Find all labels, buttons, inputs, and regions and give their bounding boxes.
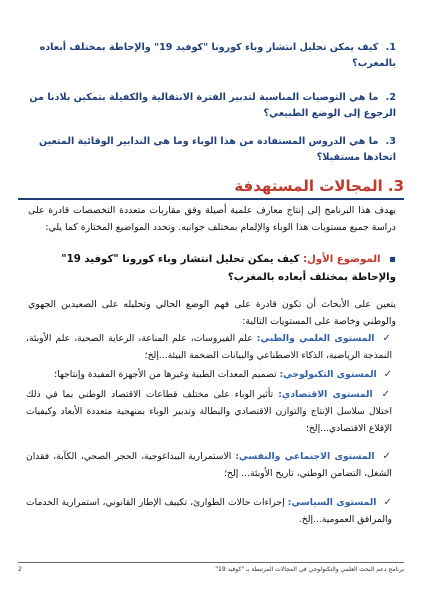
research-question-2 <box>26 90 396 122</box>
topic-label: الموضوع الأول: <box>302 254 381 265</box>
research-question-1 <box>26 40 396 72</box>
section-number: 3. <box>387 177 404 195</box>
level-text: تصميم المعدات الطبية وغيرها من الأجهزة المفيدة وإنتاجها؛ <box>54 369 277 380</box>
level-name: المستوى الاجتماعي والنفسي: <box>235 451 375 462</box>
checkmark-icon: ✓ <box>382 333 393 344</box>
level-name: المستوى التكنولوجي: <box>279 369 377 380</box>
level-text: تأثير الوباء على مختلف قطاعات الاقتصاد الوطني بما في ذلك اختلال سلاسل الإنتاج والتوازن الاقتصادي والبطالة وتدبير الوباء بمنهجية متعددة الأبعاد وكيفيات الإقلاع الاقتصادي...إلخ؛ <box>26 389 392 434</box>
level-name: المستوى الاقتصادي: <box>278 389 373 400</box>
page-footer <box>18 562 404 575</box>
level-text: إجراءات حالات الطوارئ، تكييف الإطار القانوني، استمرارية الخدمات والمرافق العمومية...إلخ. <box>26 497 392 525</box>
level-item-technological <box>26 366 392 383</box>
section-title: المجالات المستهدفة <box>234 177 383 195</box>
level-item-scientific <box>26 330 392 364</box>
level-item-political <box>26 494 392 528</box>
checkmark-icon: ✓ <box>381 389 393 400</box>
section-heading <box>18 176 404 200</box>
question-text: كيف يمكن تحليل انتشار وباء كورونا "كوفيد 19" والإحاطة بمختلف أبعاده بالمغرب؟ <box>39 42 396 69</box>
topic-intro: يتعين على الأبحاث أن تكون قادرة على فهم الوضع الحالي وتحليله على الصعيدين الجهوي والوطني وخاصة على المستويات التالية: <box>28 299 396 327</box>
research-question-3 <box>26 134 396 166</box>
question-number: 3. <box>385 136 396 147</box>
level-text: الاستمرارية البيداغوجية، الحجر الصحي، الكآبة، فقدان الشغل، التضامن الوطني، تاريخ الأوبئة... إلخ؛ <box>26 451 392 479</box>
checkmark-icon: ✓ <box>383 369 392 380</box>
level-item-economic <box>26 386 392 437</box>
topic-heading <box>24 251 396 287</box>
question-number: 1. <box>385 42 396 53</box>
question-number: 2. <box>385 92 396 103</box>
question-text: ما هي التوصيات المناسبة لتدبير الفترة الانتقالية والكفيلة بتمكين بلادنا من الرجوع إلى الوضع الطبيعي؟ <box>29 92 396 119</box>
page-number: 2 <box>18 566 22 573</box>
checkmark-icon: ✓ <box>382 451 392 462</box>
bullet-icon: ▪ <box>389 254 396 265</box>
level-name: المستوى السياسي: <box>287 497 377 508</box>
footer-text: برنامج دعم البحث العلمي والتكنولوجي في المجالات المرتبطة بـ "كوفيد 19" <box>215 566 404 573</box>
checkmark-icon: ✓ <box>383 497 393 508</box>
level-text: علم الفيروسات، علم المناعة، الرعاية الصحية، علم الأوبئة، النمذجة الرياضية، الذكاء الاصطناعي والبيانات الضخمة البيئة...إلخ؛ <box>26 333 392 361</box>
level-name: المستوى العلمي والطبي: <box>256 333 375 344</box>
topic-text: كيف يمكن تحليل انتشار وباء كورونا "كوفيد 19" والإحاطة بمختلف أبعاده بالمغرب؟ <box>61 254 396 283</box>
question-text: ما هي الدروس المستفادة من هذا الوباء وما هي التدابير الوقائية المتعين اتخاذها مستقبلا؟ <box>39 136 396 163</box>
section-paragraph: يهدف هذا البرنامج إلى إنتاج معارف علمية أصيلة وفق مقاربات متعددة التخصصات قادرة على دراسة جميع مستويات هذا الوباء والإلمام بمختلف جوانبه. وتحدد المواضيع المختارة كما يلي: <box>28 205 396 233</box>
level-item-social <box>26 448 392 482</box>
